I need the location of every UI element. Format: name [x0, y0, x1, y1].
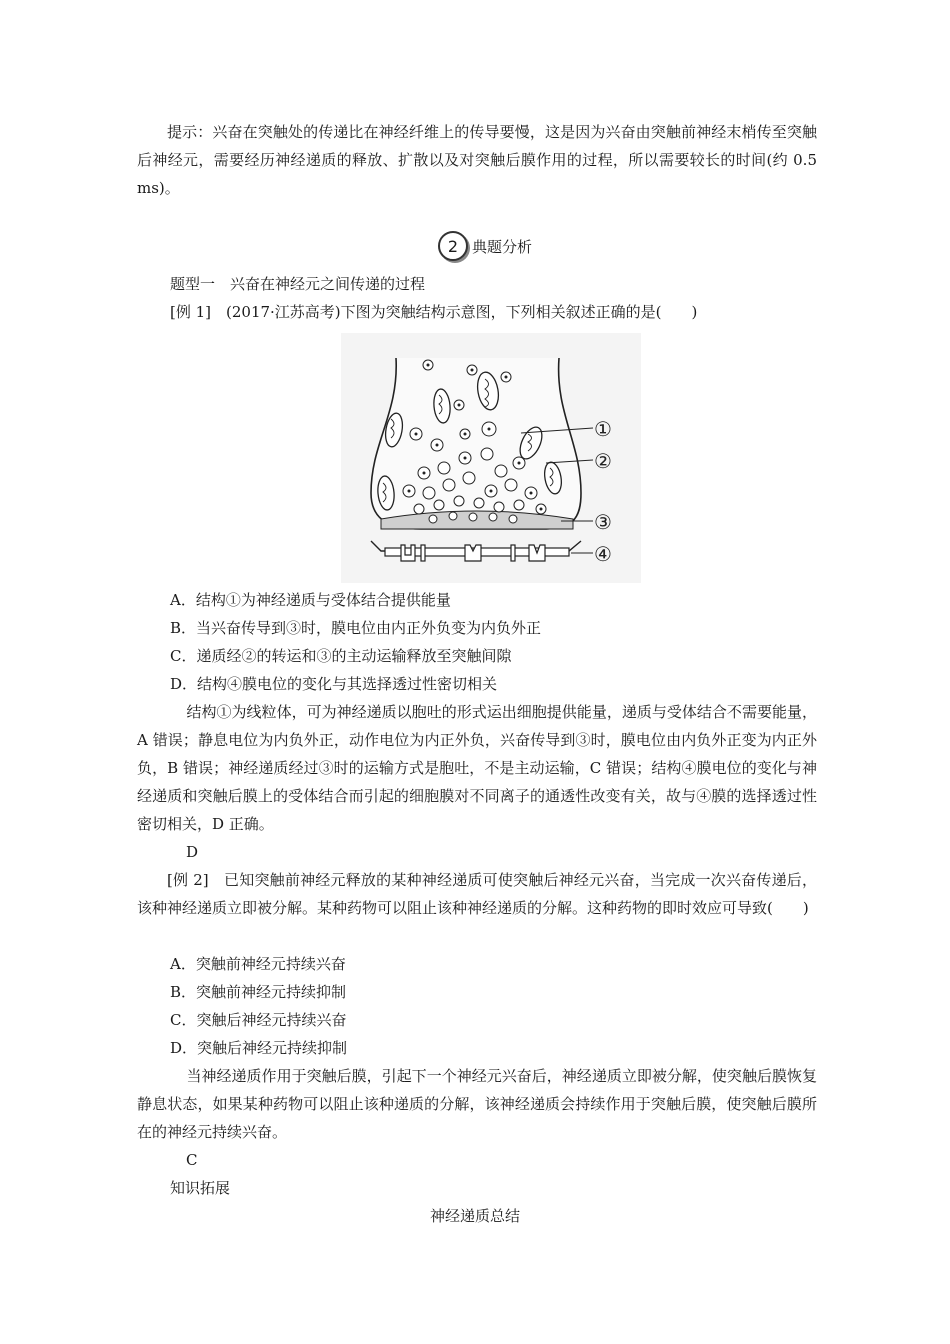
example1-analysis: 结构①为线粒体，可为神经递质以胞吐的形式运出细胞提供能量，递质与受体结合不需要能量，A 错误；静息电位为内负外正，动作电位为内正外负，兴奋传导到③时，膜电位由内负外正变为内正外负，B 错误；神经递质经过③时的运输方式是胞吐，不是主动运输，C 错误；结构④膜电位的变化与神经递质和突触后膜上的受体结合而引起的细胞膜对不同离子的通透性改变有关，故与④膜的选择透过性密切相关，D 正确。: [137, 703, 817, 833]
example2-analysis: 当神经递质作用于突触后膜，引起下一个神经元兴奋后，神经递质立即被分解，使突触后膜恢复静息状态，如果某种药物可以阻止该种递质的分解，该神经递质会持续作用于突触后膜，使突触后膜所在的神经元持续兴奋。: [137, 1067, 817, 1141]
example2-answer: C: [186, 1151, 198, 1169]
section-title: 典题分析: [472, 237, 533, 256]
example1-answer: D: [186, 843, 199, 861]
section-header: [438, 231, 532, 261]
figure-label-3: ③: [594, 510, 612, 534]
figure-label-4: ④: [594, 542, 612, 566]
type-title: 题型一 兴奋在神经元之间传递的过程: [170, 275, 426, 293]
knowledge-expansion-label: 知识拓展: [170, 1179, 231, 1197]
example2-option-d: D．突触后神经元持续抑制: [170, 1039, 348, 1057]
example1-option-a: A．结构①为神经递质与受体结合提供能量: [170, 591, 451, 609]
example1-stem: [例 1] (2017·江苏高考)下图为突触结构示意图，下列相关叙述正确的是( ): [170, 303, 698, 321]
section-number-badge: 2: [438, 231, 468, 261]
example2-option-c: C．突触后神经元持续兴奋: [170, 1011, 347, 1029]
example1-option-d: D．结构④膜电位的变化与其选择透过性密切相关: [170, 675, 498, 693]
example2-option-b: B．突触前神经元持续抑制: [170, 983, 347, 1001]
example1-option-c: C．递质经②的转运和③的主动运输释放至突触间隙: [170, 647, 512, 665]
example1-option-b: B．当兴奋传导到③时，膜电位由内正外负变为内负外正: [170, 619, 542, 637]
summary-title: 神经递质总结: [429, 1207, 520, 1225]
figure-label-1: ①: [594, 417, 612, 441]
example2-stem: [例 2] 已知突触前神经元释放的某种神经递质可使突触后神经元兴奋，当完成一次兴奋传递后，该种神经递质立即被分解。某种药物可以阻止该种神经递质的分解。这种药物的即时效应可导致( ): [137, 871, 817, 917]
synapse-diagram: [341, 333, 641, 583]
hint-paragraph: 提示：兴奋在突触处的传递比在神经纤维上的传导要慢，这是因为兴奋由突触前神经末梢传至突触后神经元，需要经历神经递质的释放、扩散以及对突触后膜作用的过程，所以需要较长的时间(约 0.5 ms)。: [137, 123, 817, 197]
figure-label-2: ②: [594, 449, 612, 473]
example2-option-a: A．突触前神经元持续兴奋: [170, 955, 346, 973]
